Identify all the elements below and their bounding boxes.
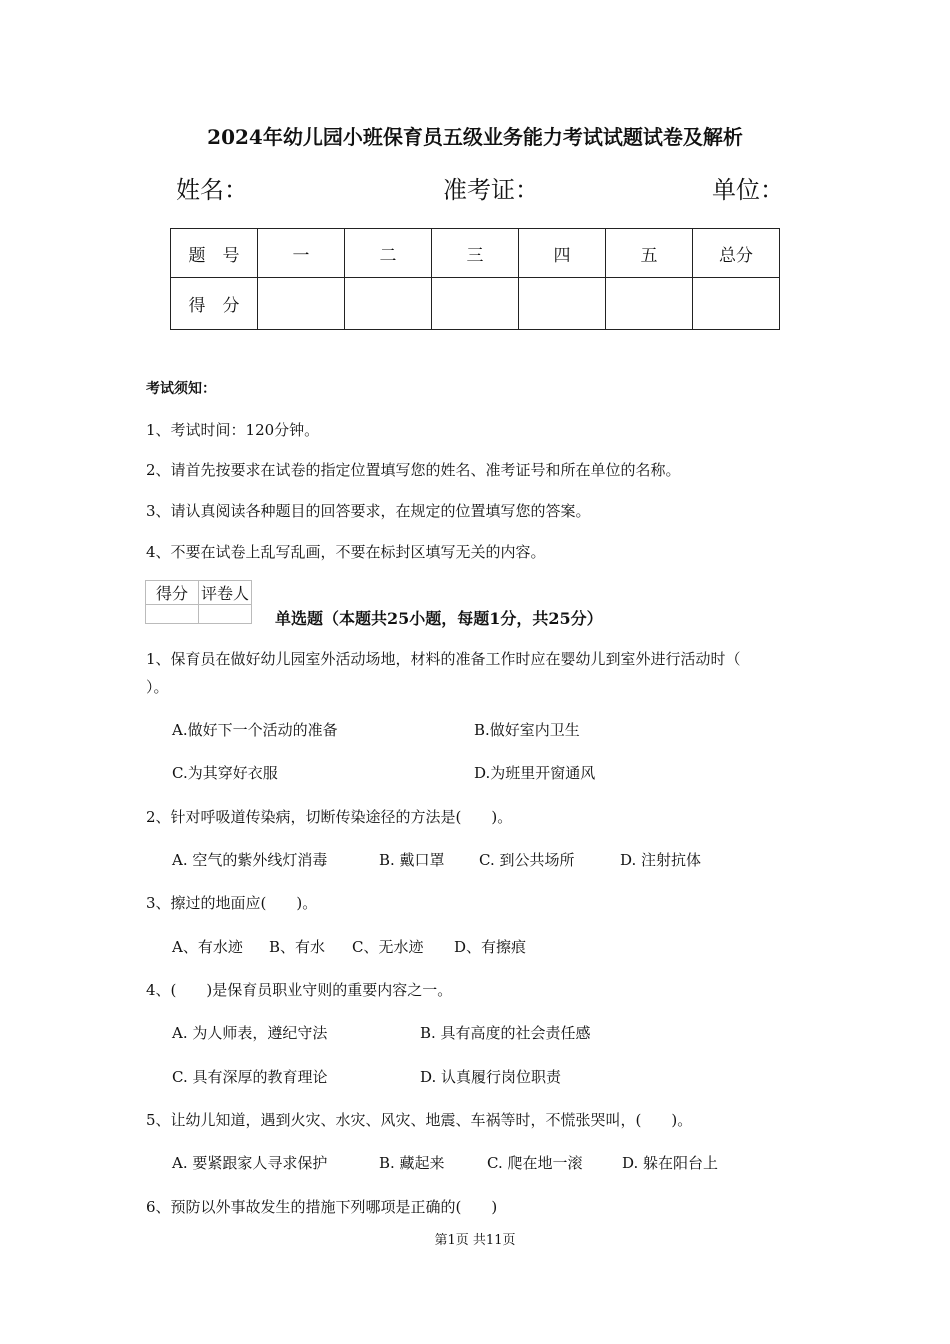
- option-a: A.做好下一个活动的准备: [172, 721, 338, 739]
- question-3: 3、擦过的地面应( )。: [146, 894, 318, 912]
- option-c: C.为其穿好衣服: [172, 764, 278, 782]
- name-label: 姓名：: [176, 176, 248, 204]
- option-d: D、有擦痕: [454, 938, 527, 956]
- option-a: A. 要紧跟家人寻求保护: [172, 1154, 328, 1172]
- score-table-header-total: 总分: [693, 229, 780, 278]
- option-c: C. 具有深厚的教育理论: [172, 1068, 328, 1086]
- question-1-cont: ）。: [146, 678, 169, 696]
- section-title: 单选题（本题共25小题，每题1分，共25分）: [275, 609, 603, 628]
- option-b: B. 藏起来: [379, 1154, 445, 1172]
- question-5: 5、让幼儿知道，遇到火灾、水灾、风灾、地震、车祸等时，不慌张哭叫，( )。: [146, 1111, 693, 1129]
- score-cell[interactable]: [432, 278, 519, 330]
- option-b: B.做好室内卫生: [474, 721, 580, 739]
- option-d: D.为班里开窗通风: [474, 764, 596, 782]
- score-cell[interactable]: [693, 278, 780, 330]
- score-table-header-4: 四: [519, 229, 606, 278]
- option-a: A、有水迹: [172, 938, 243, 956]
- score-cell[interactable]: [519, 278, 606, 330]
- page-title: 2024年幼儿园小班保育员五级业务能力考试试题试卷及解析: [207, 125, 743, 149]
- score-table-header-2: 二: [345, 229, 432, 278]
- score-table-header-3: 三: [432, 229, 519, 278]
- score-cell[interactable]: [606, 278, 693, 330]
- page-footer: 第1页 共11页: [434, 1233, 516, 1248]
- grader-name-cell[interactable]: [199, 605, 252, 624]
- option-c: C. 到公共场所: [479, 851, 575, 869]
- option-d: D. 躲在阳台上: [622, 1154, 719, 1172]
- option-b: B. 戴口罩: [379, 851, 445, 869]
- grader-name-label: 评卷人: [199, 581, 252, 605]
- score-table-header-5: 五: [606, 229, 693, 278]
- question-4: 4、( )是保育员职业守则的重要内容之一。: [146, 981, 453, 999]
- option-c: C. 爬在地一滚: [487, 1154, 583, 1172]
- option-d: D. 认真履行岗位职责: [420, 1068, 562, 1086]
- notes-item: 3、请认真阅读各种题目的回答要求，在规定的位置填写您的答案。: [146, 502, 591, 520]
- option-b: B. 具有高度的社会责任感: [420, 1024, 591, 1042]
- option-d: D. 注射抗体: [620, 851, 702, 869]
- score-table-header-label: 题 号: [171, 229, 258, 278]
- grader-score-label: 得分: [146, 581, 199, 605]
- notes-heading: 考试须知：: [146, 381, 216, 397]
- notes-item: 1、考试时间：120分钟。: [146, 421, 320, 439]
- score-table: [170, 228, 780, 330]
- score-cell[interactable]: [258, 278, 345, 330]
- exam-id-label: 准考证：: [443, 176, 539, 204]
- grader-box: [145, 580, 252, 624]
- question-6: 6、预防以外事故发生的措施下列哪项是正确的( ): [146, 1198, 498, 1216]
- option-a: A. 空气的紫外线灯消毒: [172, 851, 328, 869]
- question-1: 1、保育员在做好幼儿园室外活动场地，材料的准备工作时应在婴幼儿到室外进行活动时（: [146, 650, 741, 668]
- option-b: B、有水: [269, 938, 326, 956]
- unit-label: 单位：: [712, 176, 784, 204]
- option-a: A. 为人师表，遵纪守法: [172, 1024, 328, 1042]
- option-c: C、无水迹: [352, 938, 424, 956]
- question-2: 2、针对呼吸道传染病，切断传染途径的方法是( )。: [146, 808, 513, 826]
- notes-item: 2、请首先按要求在试卷的指定位置填写您的姓名、准考证号和所在单位的名称。: [146, 461, 681, 479]
- score-table-header-1: 一: [258, 229, 345, 278]
- notes-item: 4、不要在试卷上乱写乱画，不要在标封区填写无关的内容。: [146, 543, 546, 561]
- score-cell[interactable]: [345, 278, 432, 330]
- score-table-row-label: 得 分: [171, 278, 258, 330]
- grader-score-cell[interactable]: [146, 605, 199, 624]
